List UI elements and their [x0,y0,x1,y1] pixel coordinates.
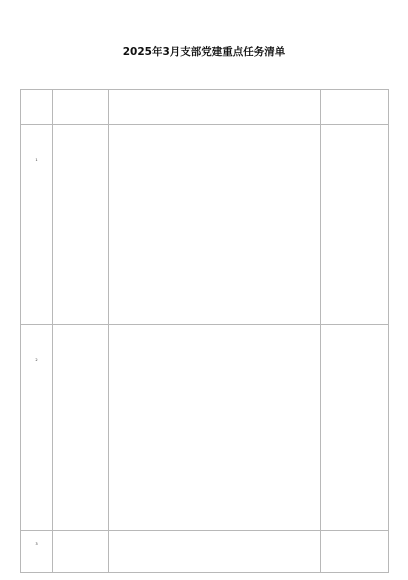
row-time [321,325,389,531]
page-title: 2025年3月支部党建重点任务清单 [122,46,286,58]
row-number: 2 [21,325,53,531]
task-table [20,89,389,573]
row-task-name [53,325,109,531]
footer-contact [0,543,408,555]
row-content [109,325,321,531]
table-header-row [21,90,389,125]
column-header-content [109,90,321,125]
column-header-number [21,90,53,125]
row-number: 3 [21,531,53,573]
table-row [21,125,389,325]
row-number: 1 [21,125,53,325]
promo-banner [0,0,408,40]
row-content [109,125,321,325]
table-row [21,325,389,531]
row-time [321,125,389,325]
column-header-time [321,90,389,125]
column-header-task-name [53,90,109,125]
row-task-name [53,125,109,325]
